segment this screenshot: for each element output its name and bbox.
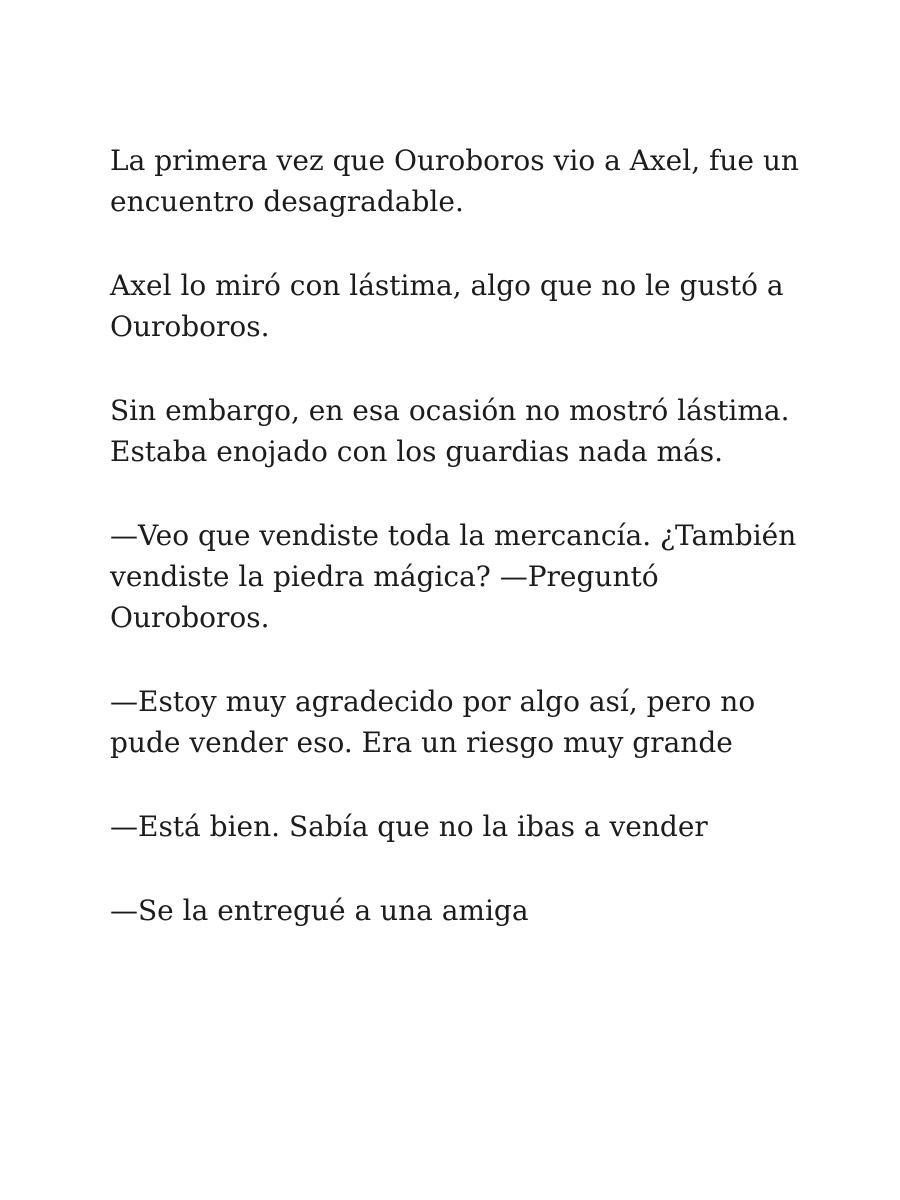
paragraph-4: —Veo que vendiste toda la mercancía. ¿También vendiste la piedra mágica? —Preguntó Ouroboros. [110, 519, 797, 634]
paragraph-5: —Estoy muy agradecido por algo así, pero no pude vender eso. Era un riesgo muy grande [110, 685, 756, 759]
paragraph-1: La primera vez que Ouroboros vio a Axel, fue un encuentro desagradable. [110, 144, 799, 218]
paragraph-3: Sin embargo, en esa ocasión no mostró lástima. Estaba enojado con los guardias nada más. [110, 394, 790, 468]
paragraph-7: —Se la entregué a una amiga [110, 894, 529, 927]
paragraph-6: —Está bien. Sabía que no la ibas a vender [110, 810, 708, 843]
paragraph-2: Axel lo miró con lástima, algo que no le gustó a Ouroboros. [110, 269, 784, 343]
document-page [110, 140, 800, 974]
